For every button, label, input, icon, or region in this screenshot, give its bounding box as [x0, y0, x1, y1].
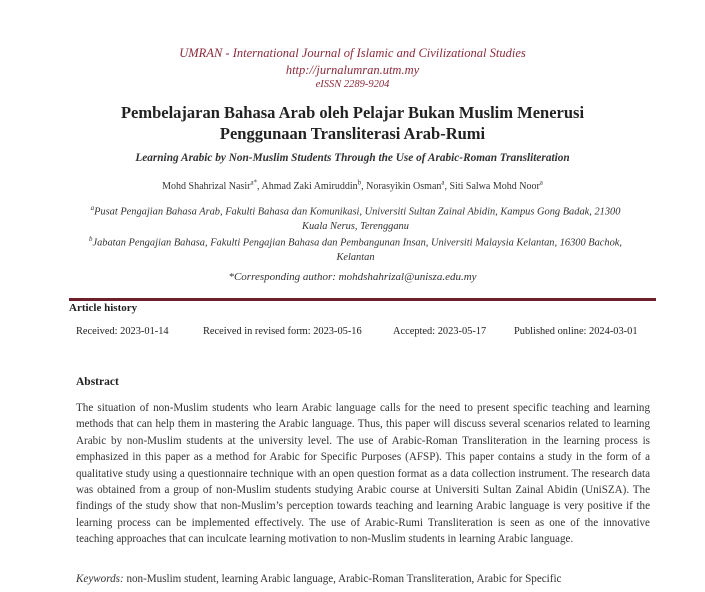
- received-date: Received: 2023-01-14: [76, 326, 169, 337]
- published-date: Published online: 2024-03-01: [514, 326, 638, 337]
- article-history-label: Article history: [69, 302, 138, 314]
- author-1-marker: a*: [250, 179, 258, 187]
- author-3: Norasyikin Osman$^a$,: [366, 179, 450, 193]
- journal-issn: eISSN 2289-9204: [315, 79, 390, 90]
- author-1: Mohd Shahrizal Nasir$^{a*}$,: [162, 179, 262, 193]
- author-2: Ahmad Zaki Amiruddin$^b$,: [261, 179, 367, 193]
- header-divider: [69, 298, 656, 301]
- affiliation-b: [88, 232, 623, 265]
- author-4-marker: a: [539, 179, 543, 187]
- affiliation-a: [88, 201, 623, 234]
- affiliation-b-marker: b: [88, 235, 93, 243]
- keywords: [76, 571, 650, 587]
- author-4: Siti Salwa Mohd Noor$^a$: [449, 179, 543, 193]
- journal-url[interactable]: http://jurnalumran.utm.my: [285, 63, 420, 77]
- paper-subtitle: Learning Arabic by Non-Muslim Students Through the Use of Arabic-Roman Transliteration: [135, 152, 570, 164]
- paper-title-line-1: Pembelajaran Bahasa Arab oleh Pelajar Bukan Muslim Menerusi: [120, 103, 585, 122]
- keywords-label: Keywords:: [76, 573, 124, 585]
- abstract-text: The situation of non-Muslim students who learn Arabic language calls for the need to present specific teaching and learning methods that can help them in mastering the Arabic language. Thus, this paper will discuss several scenarios related to learning Arabic by non-Muslim students at the university level. The use of Arabic-Roman Transliteration in the learning process is emphasized in this paper as a method for Arabic for Specific Purposes (AFSP). This paper contains a study in the form of a qualitative study using a questionnaire technique with an open question format as a data collection instrument. The research data was obtained from a group of non-Muslim students studying Arabic course at Universiti Sultan Zainal Abidin (UniSZA). The findings of the study show that non-Muslim’s perception towards teaching and learning Arabic language is very positive if the learning process can be implemented effectively. The use of Arabic-Rumi Transliteration is seen as one of the innovative teaching approaches that can inculcate learning motivation to non-Muslim students in learning Arabic language.: [76, 402, 650, 546]
- author-3-marker: a: [441, 179, 445, 187]
- affiliation-a-text: Pusat Pengajian Bahasa Arab, Fakulti Bahasa dan Komunikasi, Universiti Sultan Zainal Abidin, Kampus Gong Badak, 21300 Kuala Nerus, Terengganu: [94, 206, 621, 233]
- paper-title: [0, 102, 705, 144]
- paper-title-line-2: Penggunaan Transliterasi Arab-Rumi: [219, 124, 486, 143]
- author-list: [0, 179, 705, 192]
- affiliation-b-text: Jabatan Pengajian Bahasa, Fakulti Pengajian Bahasa dan Pembangunan Insan, Universiti Malaysia Kelantan, 16300 Bachok, Kelantan: [92, 237, 623, 264]
- affiliation-a-marker: a: [90, 204, 95, 212]
- keywords-text: non-Muslim student, learning Arabic language, Arabic-Roman Transliteration, Arabic for Specific: [123, 573, 562, 585]
- abstract-heading: Abstract: [76, 376, 119, 388]
- accepted-date: Accepted: 2023-05-17: [393, 326, 487, 337]
- journal-name: UMRAN - International Journal of Islamic and Civilizational Studies: [179, 46, 526, 60]
- revised-date: Received in revised form: 2023-05-16: [203, 326, 362, 337]
- author-2-marker: b: [357, 179, 362, 187]
- corresponding-author[interactable]: *Corresponding author: mohdshahrizal@unisza.edu.my: [228, 271, 477, 283]
